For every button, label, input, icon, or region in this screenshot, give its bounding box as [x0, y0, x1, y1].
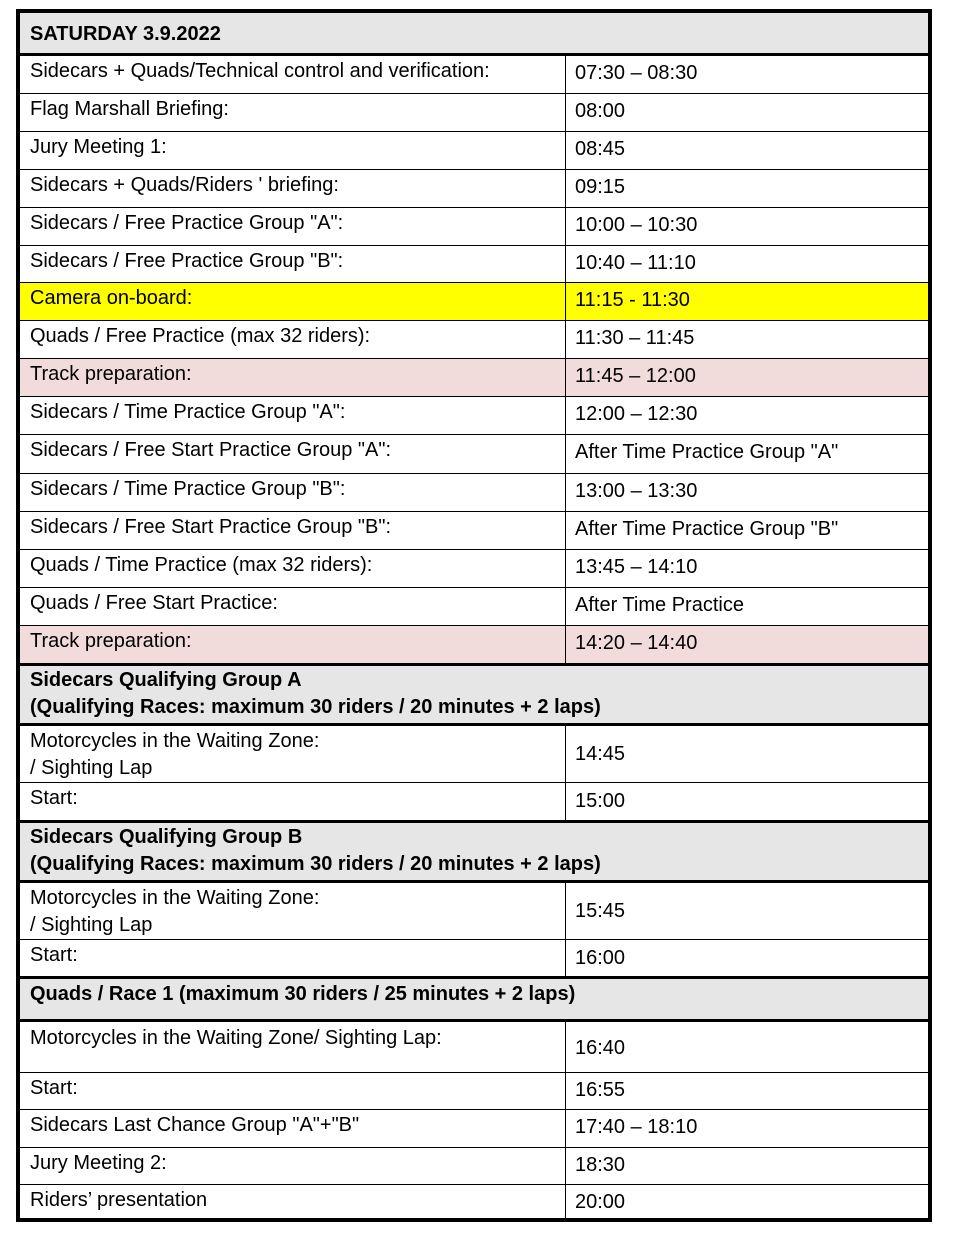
qualifying-a-header: [20, 666, 928, 726]
sighting-lap-label: / Sighting Lap: [30, 757, 153, 779]
table-row: [20, 397, 928, 435]
time-cell: 16:40: [565, 1022, 928, 1072]
time-cell: 12:00 – 12:30: [565, 397, 928, 434]
section-subtitle-line: (Qualifying Races: maximum 30 riders / 20 minutes + 2 laps): [30, 853, 601, 875]
section-title: [20, 666, 928, 723]
table-row: [20, 132, 928, 170]
time-cell: 10:40 – 11:10: [565, 246, 928, 282]
quads-race-header: [20, 979, 928, 1022]
time-cell: 16:55: [565, 1073, 928, 1109]
waiting-zone-row: [20, 1022, 928, 1073]
time-cell: 09:15: [565, 170, 928, 207]
table-row: [20, 1185, 928, 1218]
time-cell: 13:00 – 13:30: [565, 474, 928, 511]
table-row-highlighted: [20, 283, 928, 321]
section-title: [20, 823, 928, 880]
activity-cell: Quads / Free Start Practice:: [30, 592, 278, 614]
activity-cell: Sidecars / Time Practice Group "A":: [30, 401, 346, 423]
start-row: [20, 783, 928, 823]
activity-cell: Camera on-board:: [30, 287, 193, 309]
table-row: [20, 94, 928, 132]
table-row: [20, 474, 928, 512]
start-row: [20, 1073, 928, 1110]
time-cell: 14:45: [565, 726, 928, 782]
time-cell: After Time Practice Group "A": [565, 435, 928, 473]
table-row-track-prep: [20, 359, 928, 397]
activity-cell: Start:: [30, 944, 78, 966]
table-row: [20, 246, 928, 283]
table-row: [20, 550, 928, 588]
table-row: [20, 512, 928, 550]
activity-cell: Track preparation:: [30, 630, 192, 652]
time-cell: After Time Practice Group "B": [565, 512, 928, 549]
table-row-track-prep: [20, 626, 928, 666]
activity-cell: Quads / Free Practice (max 32 riders):: [30, 325, 371, 347]
time-cell: After Time Practice: [565, 588, 928, 625]
activity-cell: Sidecars Last Chance Group "A"+"B": [30, 1114, 360, 1136]
activity-cell: Sidecars / Free Start Practice Group "A":: [30, 439, 391, 461]
activity-cell: [20, 883, 565, 939]
time-cell: 18:30: [565, 1148, 928, 1184]
day-title: SATURDAY 3.9.2022: [30, 23, 221, 45]
section-title: Quads / Race 1 (maximum 30 riders / 25 minutes + 2 laps): [30, 983, 576, 1005]
time-cell: 15:00: [565, 783, 928, 820]
table-row: [20, 1110, 928, 1148]
time-cell: 08:45: [565, 132, 928, 169]
time-cell: 14:20 – 14:40: [565, 626, 928, 663]
table-row: [20, 588, 928, 626]
time-cell: 10:00 – 10:30: [565, 208, 928, 245]
waiting-zone-row: [20, 726, 928, 783]
activity-cell: Sidecars / Free Practice Group "B":: [30, 250, 344, 272]
activity-cell: Sidecars / Free Practice Group "A":: [30, 212, 344, 234]
table-row: [20, 170, 928, 208]
time-cell: 11:30 – 11:45: [565, 321, 928, 358]
table-row: [20, 435, 928, 474]
table-row: [20, 1148, 928, 1185]
activity-cell: [20, 726, 565, 782]
time-cell: 20:00: [565, 1185, 928, 1218]
activity-cell: Sidecars / Time Practice Group "B":: [30, 478, 346, 500]
activity-cell: Jury Meeting 2:: [30, 1152, 167, 1174]
time-cell: 17:40 – 18:10: [565, 1110, 928, 1147]
section-title-line: Sidecars Qualifying Group A: [30, 669, 302, 691]
time-cell: 16:00: [565, 940, 928, 976]
waiting-zone-label: Motorcycles in the Waiting Zone:: [30, 730, 320, 752]
waiting-zone-label: Motorcycles in the Waiting Zone:: [30, 887, 320, 909]
table-row: [20, 56, 928, 94]
section-title-line: Sidecars Qualifying Group B: [30, 826, 303, 848]
activity-cell: Sidecars + Quads/Technical control and verification:: [30, 60, 490, 82]
activity-cell: Track preparation:: [30, 363, 192, 385]
day-header-row: [20, 13, 928, 56]
time-cell: 11:15 - 11:30: [565, 283, 928, 320]
activity-cell: Quads / Time Practice (max 32 riders):: [30, 554, 373, 576]
activity-cell: Start:: [30, 1077, 78, 1099]
table-row: [20, 321, 928, 359]
time-cell: 08:00: [565, 94, 928, 131]
activity-cell: Motorcycles in the Waiting Zone/ Sighting Lap:: [30, 1027, 442, 1049]
schedule-table: [16, 9, 932, 1222]
time-cell: 13:45 – 14:10: [565, 550, 928, 587]
waiting-zone-row: [20, 883, 928, 940]
activity-cell: Sidecars + Quads/Riders ' briefing:: [30, 174, 339, 196]
activity-cell: Start:: [30, 787, 78, 809]
activity-cell: Flag Marshall Briefing:: [30, 98, 229, 120]
table-row: [20, 208, 928, 246]
sighting-lap-label: / Sighting Lap: [30, 914, 153, 936]
time-cell: 11:45 – 12:00: [565, 359, 928, 396]
time-cell: 07:30 – 08:30: [565, 56, 928, 93]
activity-cell: Sidecars / Free Start Practice Group "B":: [30, 516, 391, 538]
activity-cell: Jury Meeting 1:: [30, 136, 167, 158]
start-row: [20, 940, 928, 979]
section-subtitle-line: (Qualifying Races: maximum 30 riders / 20 minutes + 2 laps): [30, 696, 601, 718]
time-cell: 15:45: [565, 883, 928, 939]
qualifying-b-header: [20, 823, 928, 883]
activity-cell: Riders’ presentation: [30, 1189, 208, 1211]
